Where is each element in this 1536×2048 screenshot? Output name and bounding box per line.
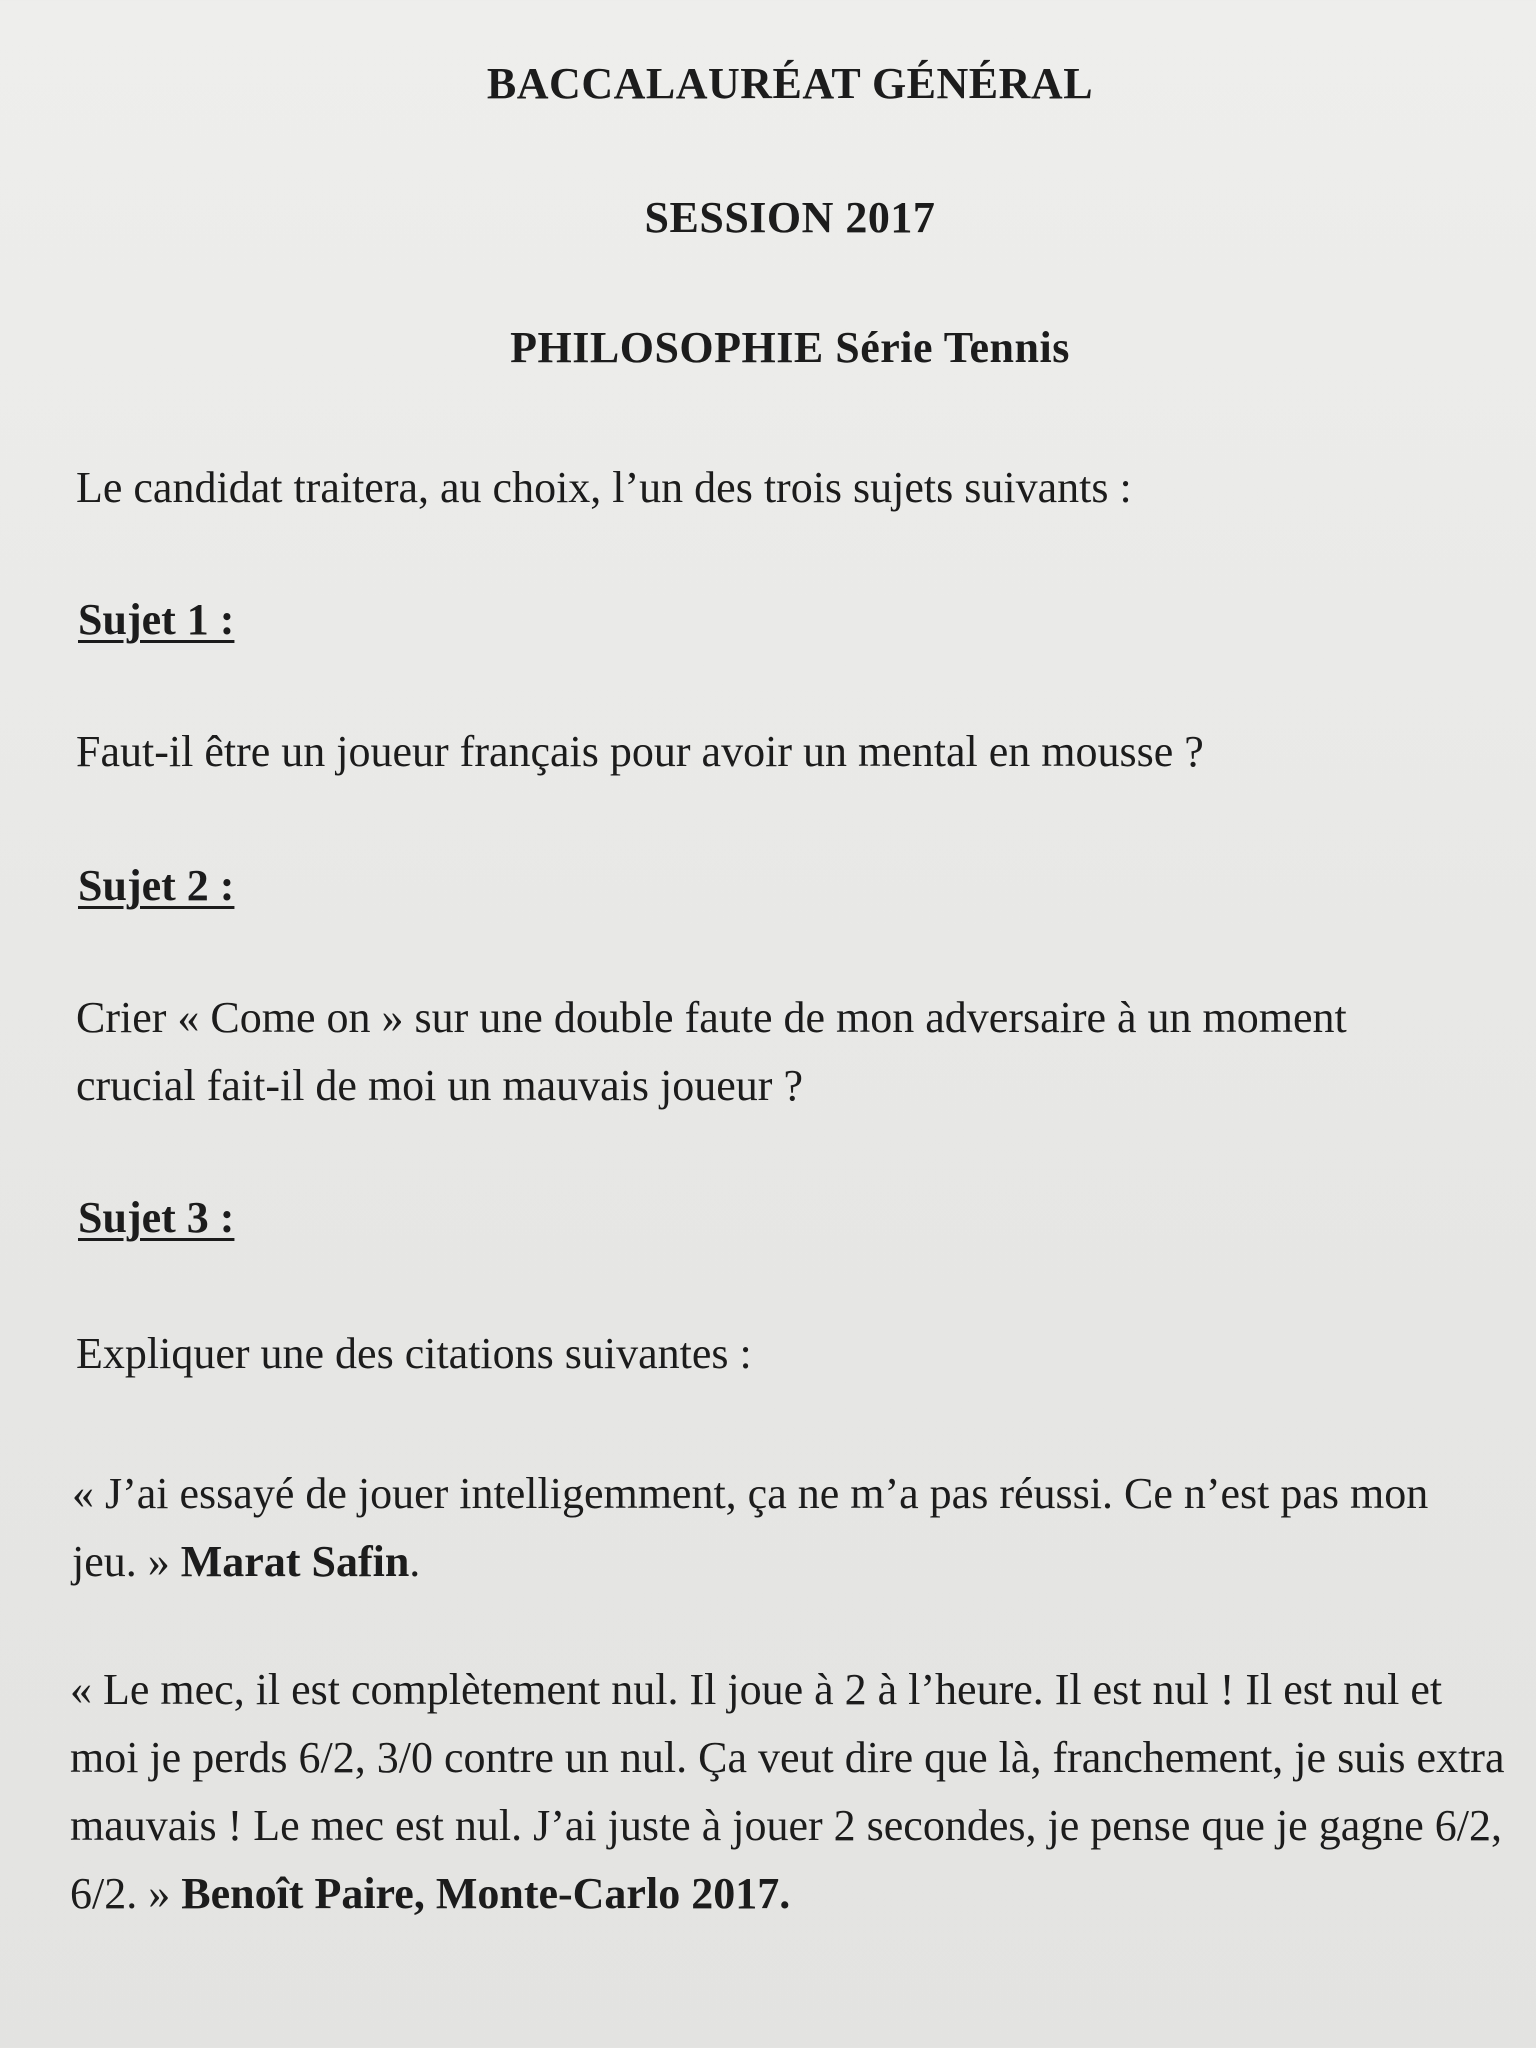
quote-safin-period: . (409, 1537, 421, 1586)
sujet-1-label: Sujet 1 : (78, 595, 235, 644)
sujet-1-text: Faut-il être un joueur français pour avoir un mental en mousse ? (76, 727, 1204, 776)
quote-paire-text: « Le mec, il est complètement nul. Il joue à 2 à l’heure. Il est nul ! Il est nul et moi je perds 6/2, 3/0 contre un nul. Ça veut dire que là, franchement, je suis extra mauvais ! Le mec est nul. J’ai juste à jouer 2 secondes, je pense que je gagne 6/2, 6/2. » (70, 1665, 1505, 1918)
sujet-3-label: Sujet 3 : (78, 1193, 235, 1242)
quote-safin-author: Marat Safin (180, 1537, 410, 1586)
exam-title: BACCALAURÉAT GÉNÉRAL (486, 59, 1094, 108)
instructions: Le candidat traitera, au choix, l’un des trois sujets suivants : (76, 463, 1132, 512)
session-title: SESSION 2017 (644, 193, 936, 242)
sujet-3-text: Expliquer une des citations suivantes : (76, 1329, 752, 1378)
quote-safin-text: « J’ai essayé de jouer intelligemment, ça ne m’a pas réussi. Ce n’est pas mon jeu. » (72, 1469, 1429, 1586)
sujet-2-text: Crier « Come on » sur une double faute de mon adversaire à un moment crucial fait-il de moi un mauvais joueur ? (76, 993, 1347, 1110)
quote-paire-author: Benoît Paire, Monte-Carlo 2017. (181, 1869, 791, 1918)
quote-safin (72, 1460, 1492, 1596)
quote-paire (70, 1656, 1510, 1928)
subject-title: PHILOSOPHIE Série Tennis (510, 323, 1070, 372)
sujet-2-label: Sujet 2 : (78, 861, 235, 910)
